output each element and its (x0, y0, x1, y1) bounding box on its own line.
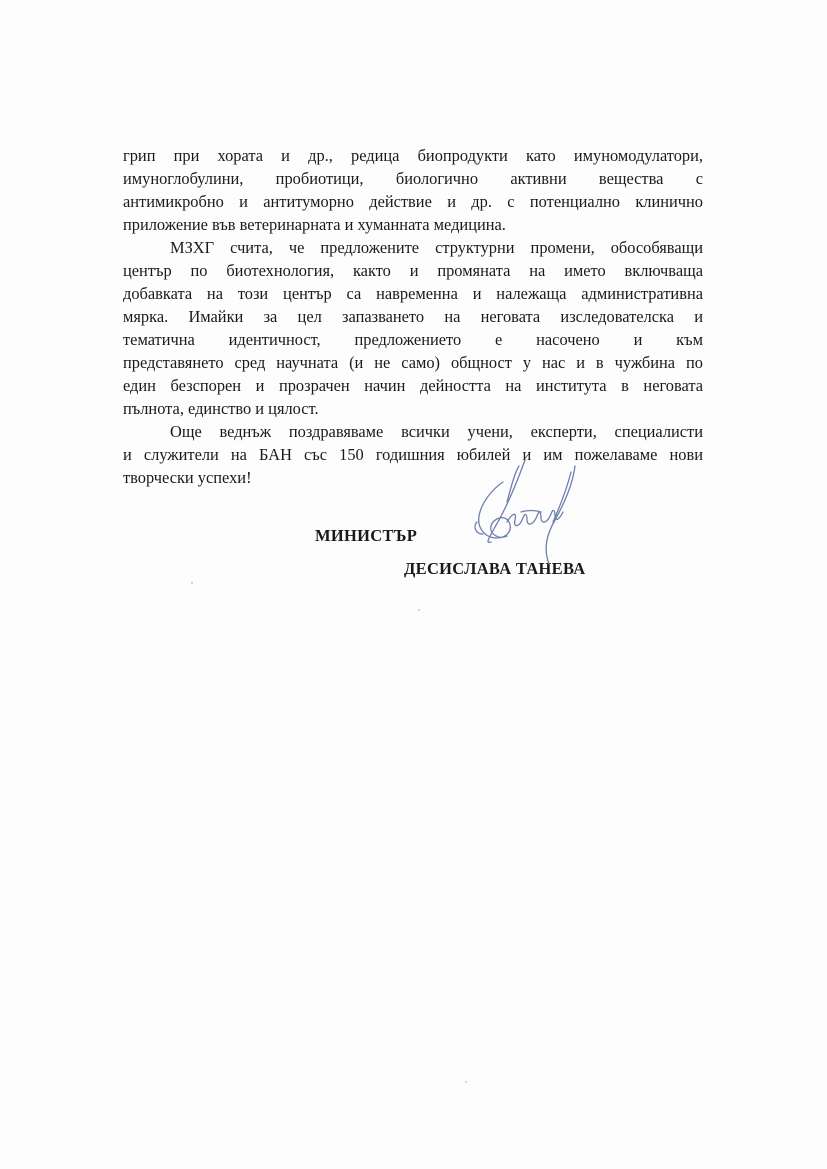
letter-body (123, 144, 703, 489)
text-line: мярка. Имайки за цел запазването на неговата изследователска и (123, 307, 703, 326)
text-line: имуноглобулини, пробиотици, биологично активни вещества с (123, 169, 703, 188)
text-line: един безспорен и прозрачен начин дейността на института в неговата (123, 376, 703, 395)
signatory-title: МИНИСТЪР (315, 526, 418, 545)
text-line: представянето сред научната (и не само) общност у нас и в чужбина по (123, 353, 703, 372)
text-line: Още веднъж поздравяваме всички учени, експерти, специалисти (170, 422, 703, 441)
text-line: творчески успехи! (123, 468, 252, 487)
text-line: тематична идентичност, предложението е насочено и към (123, 330, 703, 349)
text-line: МЗХГ счита, че предложените структурни промени, обособяващи (170, 238, 703, 257)
paragraph-3 (123, 420, 703, 489)
text-line: грип при хората и др., редица биопродукти като имуномодулатори, (123, 146, 703, 165)
scan-speck (418, 609, 420, 611)
text-line: и служители на БАН със 150 годишния юбилей и им пожелаваме нови (123, 445, 703, 464)
paragraph-1 (123, 144, 703, 236)
text-line: пълнота, единство и цялост. (123, 399, 319, 418)
text-line: център по биотехнология, както и промяната на името включваща (123, 261, 703, 280)
paragraph-2 (123, 236, 703, 420)
scan-speck (465, 1081, 467, 1083)
scan-speck (191, 582, 193, 584)
text-line: антимикробно и антитуморно действие и др. с потенциално клинично (123, 192, 703, 211)
text-line: добавката на този център са навременна и належаща административна (123, 284, 703, 303)
signatory-name: ДЕСИСЛАВА ТАНЕВА (404, 559, 586, 578)
text-line: приложение във ветеринарната и хуманната медицина. (123, 215, 506, 234)
